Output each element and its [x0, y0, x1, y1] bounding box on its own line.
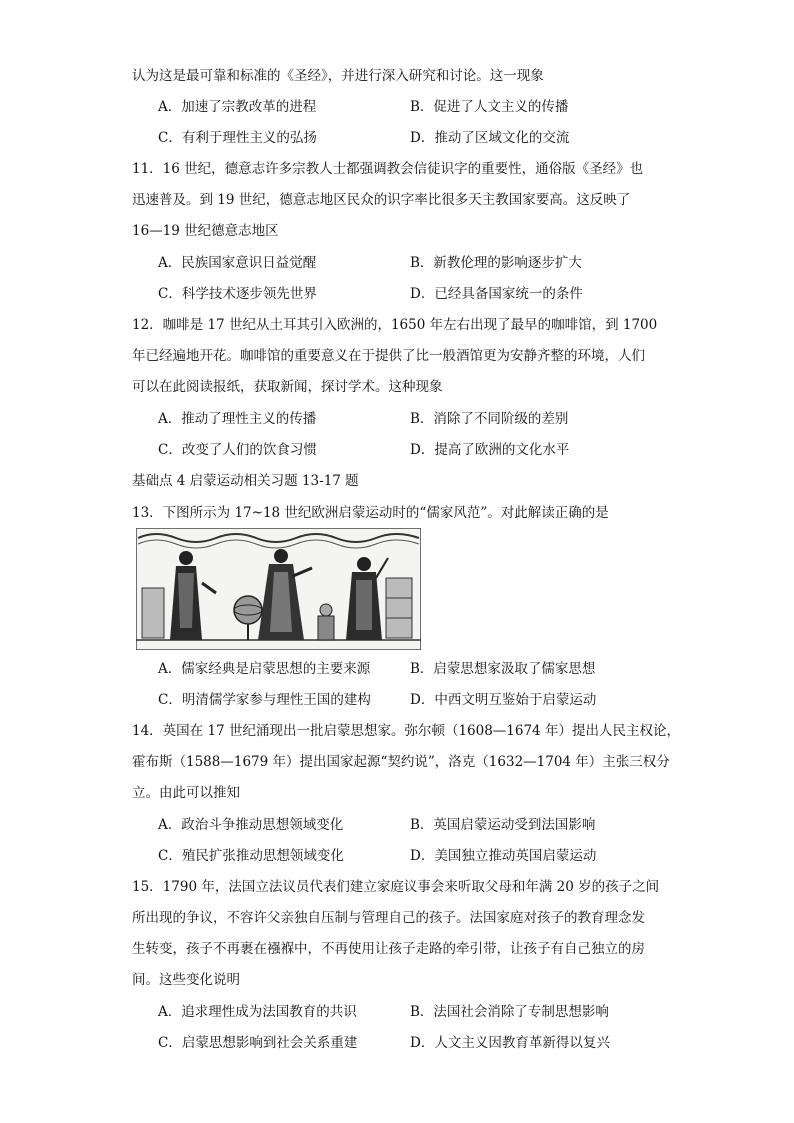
q13-option-d: D．中西文明互鉴始于启蒙运动 — [410, 692, 597, 708]
q13-stem-line-1: 13．下图所示为 17~18 世纪欧洲启蒙运动时的“儒家风范”。对此解读正确的是 — [132, 505, 609, 521]
q11-stem-line-3: 16—19 世纪德意志地区 — [132, 223, 279, 239]
q14-stem-line-2: 霍布斯（1588—1679 年）提出国家起源“契约说”，洛克（1632—1704 年）主张三权分 — [132, 754, 670, 770]
q11-option-d: D．已经具备国家统一的条件 — [410, 286, 583, 302]
q10-option-d: D．推动了区域文化的交流 — [410, 130, 570, 146]
q11-stem-line-1: 11．16 世纪，德意志许多宗教人士都强调教会信徒识字的重要性，通俗版《圣经》也 — [132, 161, 644, 177]
q10-option-a: A．加速了宗教改革的进程 — [158, 99, 317, 115]
q14-stem-line-3: 立。由此可以推知 — [132, 785, 240, 801]
section-heading: 基础点 4 启蒙运动相关习题 13-17 题 — [132, 473, 359, 489]
q12-stem-line-3: 可以在此阅读报纸，获取新闻，探讨学术。这种现象 — [132, 379, 443, 395]
q10-option-c: C．有利于理性主义的弘扬 — [158, 130, 317, 146]
q15-stem-line-2: 所出现的争议，不容许父亲独自压制与管理自己的孩子。法国家庭对孩子的教育理念发 — [132, 910, 645, 926]
q13-option-b: B．启蒙思想家汲取了儒家思想 — [410, 661, 596, 677]
q15-stem-line-4: 间。这些变化说明 — [132, 972, 240, 988]
q14-option-d: D．美国独立推动英国启蒙运动 — [410, 848, 597, 864]
q12-option-d: D．提高了欧洲的文化水平 — [410, 442, 570, 458]
q11-option-a: A．民族国家意识日益觉醒 — [158, 255, 317, 271]
q11-stem-line-2: 迅速普及。到 19 世纪，德意志地区民众的识字率比很多天主教国家要高。这反映了 — [132, 192, 631, 208]
q14-stem-line-1: 14．英国在 17 世纪涌现出一批启蒙思想家。弥尔顿（1608—1674 年）提出人民主权论， — [132, 723, 680, 739]
q14-option-b: B．英国启蒙运动受到法国影响 — [410, 817, 596, 833]
q12-option-a: A．推动了理性主义的传播 — [158, 411, 317, 427]
q15-option-a: A．追求理性成为法国教育的共识 — [158, 1004, 357, 1020]
q13-option-a: A．儒家经典是启蒙思想的主要来源 — [158, 661, 371, 677]
q15-option-b: B．法国社会消除了专制思想影响 — [410, 1004, 609, 1020]
q11-option-b: B．新教伦理的影响逐步扩大 — [410, 255, 582, 271]
q10-option-b: B．促进了人文主义的传播 — [410, 99, 569, 115]
q15-option-d: D．人文主义因教育革新得以复兴 — [410, 1035, 610, 1051]
q12-stem-line-2: 年已经遍地开花。咖啡馆的重要意义在于提供了比一般酒馆更为安静齐整的环境，人们 — [132, 348, 645, 364]
confucian-scholars-engraving — [136, 528, 421, 650]
q13-option-c: C．明清儒学家参与理性王国的建构 — [158, 692, 371, 708]
question-10-stem-tail: 认为这是最可靠和标准的《圣经》，并进行深入研究和讨论。这一现象 — [132, 68, 544, 84]
q11-option-c: C．科学技术逐步领先世界 — [158, 286, 317, 302]
q14-option-a: A．政治斗争推动思想领域变化 — [158, 817, 344, 833]
q14-option-c: C．殖民扩张推动思想领域变化 — [158, 848, 344, 864]
q15-option-c: C．启蒙思想影响到社会关系重建 — [158, 1035, 358, 1051]
q12-option-c: C．改变了人们的饮食习惯 — [158, 442, 317, 458]
q15-stem-line-1: 15．1790 年，法国立法议员代表们建立家庭议事会来听取父母和年满 20 岁的孩子之间 — [132, 879, 660, 895]
q12-option-b: B．消除了不同阶级的差别 — [410, 411, 569, 427]
q12-stem-line-1: 12．咖啡是 17 世纪从土耳其引入欧洲的，1650 年左右出现了最早的咖啡馆，到 1700 — [132, 317, 658, 333]
q15-stem-line-3: 生转变，孩子不再裹在襁褓中，不再使用让孩子走路的牵引带，让孩子有自己独立的房 — [132, 941, 645, 957]
